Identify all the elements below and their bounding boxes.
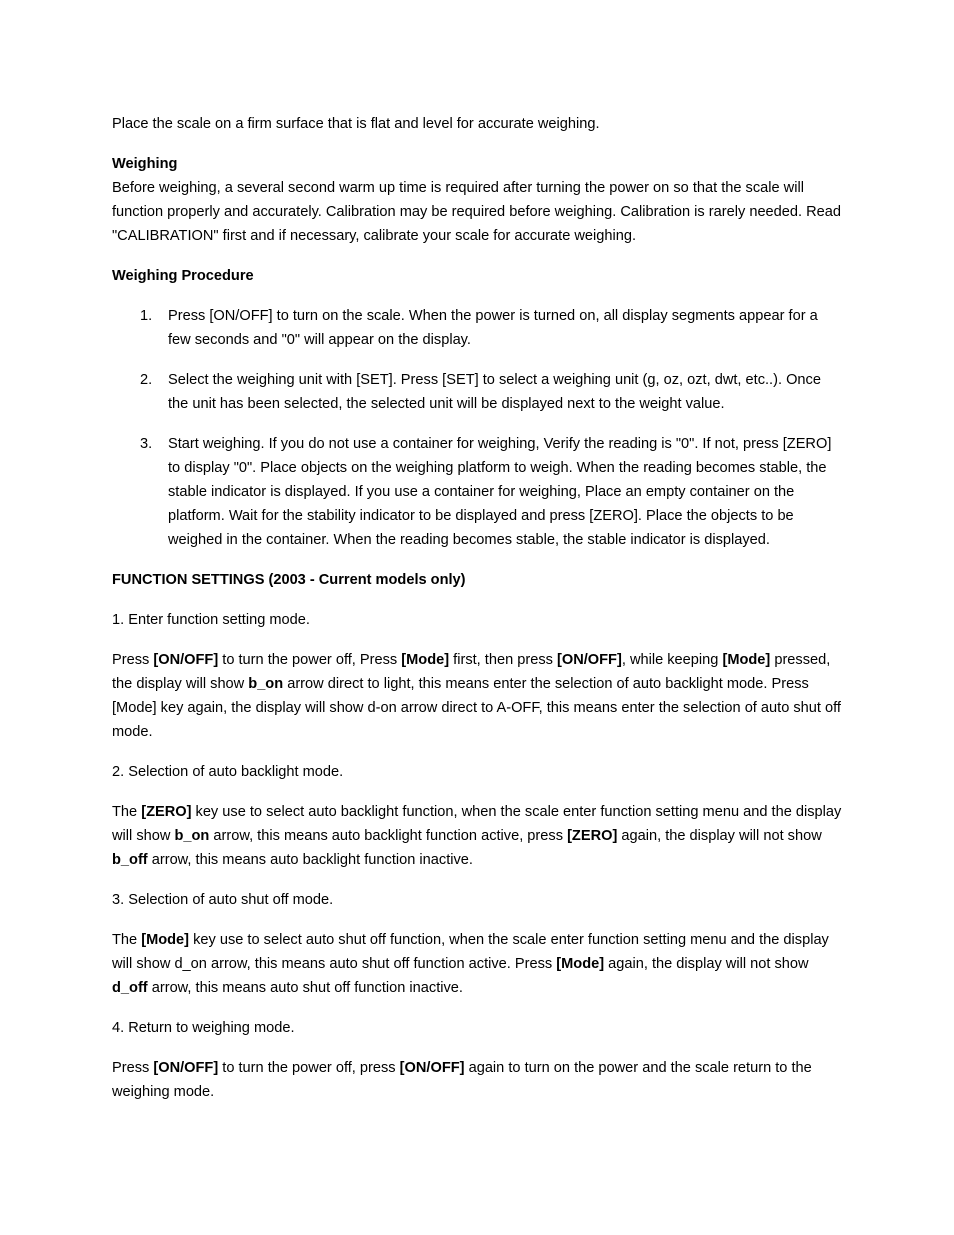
key-label: [ZERO] bbox=[567, 828, 618, 844]
key-label: [Mode] bbox=[141, 932, 190, 948]
step-text: Start weighing. If you do not use a container for weighing, Verify the reading is "0". If not, press [ZERO] to display "0". Place objects on the weighing platform to weigh. When the reading becomes stable, the stable indicator is displayed. If you use a container for weighing, Place an empty container on the platform. Wait for the stability indicator to be displayed and press [ZERO]. Place the objects to be weighed in the container. When the reading becomes stable, the stable indicator is displayed. bbox=[168, 436, 832, 548]
step-text: Select the weighing unit with [SET]. Press [SET] to select a weighing unit (g, oz, ozt, dwt, etc..). Once the unit has been selected, the selected unit will be displayed next to the weight value. bbox=[168, 372, 821, 412]
function-step-3-title: 3. Selection of auto shut off mode. bbox=[112, 892, 334, 908]
key-label: [ON/OFF] bbox=[556, 652, 622, 668]
procedure-step-3 bbox=[112, 432, 842, 552]
text-run: first, then press bbox=[449, 652, 557, 668]
text-run: again, the display will not show bbox=[617, 828, 822, 844]
weighing-heading: Weighing bbox=[112, 156, 178, 172]
key-label: [Mode] bbox=[401, 652, 450, 668]
step-number: 2. bbox=[140, 372, 153, 388]
function-step-4-body bbox=[112, 1056, 842, 1104]
key-label: [ON/OFF] bbox=[399, 1060, 465, 1076]
text-run: The bbox=[112, 932, 142, 948]
key-label: [Mode] bbox=[556, 956, 605, 972]
key-label: [Mode] bbox=[722, 652, 771, 668]
key-label: [ON/OFF] bbox=[153, 1060, 219, 1076]
intro-paragraph: Place the scale on a firm surface that is flat and level for accurate weighing. bbox=[112, 116, 600, 132]
key-label: [ON/OFF] bbox=[153, 652, 219, 668]
function-step-4-title: 4. Return to weighing mode. bbox=[112, 1020, 295, 1036]
function-step-1-body bbox=[112, 648, 842, 744]
step-number: 1. bbox=[140, 308, 153, 324]
display-code: d_off bbox=[112, 980, 148, 996]
text-run: arrow, this means auto backlight function inactive. bbox=[147, 852, 473, 868]
procedure-steps-list bbox=[112, 304, 842, 552]
procedure-step-2 bbox=[112, 368, 842, 416]
text-run: to turn the power off, Press bbox=[218, 652, 402, 668]
text-run: again, the display will not show bbox=[604, 956, 809, 972]
function-step-2-title: 2. Selection of auto backlight mode. bbox=[112, 764, 344, 780]
weighing-body: Before weighing, a several second warm up time is required after turning the power on so that the scale will function properly and accurately. Calibration may be required before weighing. Calibration is rarely needed. Read "CALIBRATION" first and if necessary, calibrate your scale for accurate weighing. bbox=[112, 180, 842, 244]
text-run: key use to select auto shut off function, when the scale enter function setting menu and the display will show d_on arrow, this means auto shut off function active. Press bbox=[112, 932, 829, 972]
text-run: again to turn on the power and the scale return to the weighing mode. bbox=[112, 1060, 812, 1100]
display-code: b_on bbox=[248, 676, 284, 692]
key-label: [ZERO] bbox=[141, 804, 192, 820]
procedure-step-1 bbox=[112, 304, 842, 352]
text-run: arrow, this means auto shut off function inactive. bbox=[147, 980, 463, 996]
text-run: Press bbox=[112, 652, 154, 668]
text-run: to turn the power off, press bbox=[218, 1060, 400, 1076]
text-run: Press bbox=[112, 1060, 154, 1076]
text-run: , while keeping bbox=[621, 652, 723, 668]
step-text: Press [ON/OFF] to turn on the scale. When the power is turned on, all display segments appear for a few seconds and "0" will appear on the display. bbox=[168, 308, 818, 348]
text-run: pressed, the display will show bbox=[112, 652, 831, 692]
document-page bbox=[112, 112, 842, 1120]
function-step-1-title: 1. Enter function setting mode. bbox=[112, 612, 310, 628]
function-step-3-body bbox=[112, 928, 842, 1000]
function-step-2-body bbox=[112, 800, 842, 872]
display-code: b_off bbox=[112, 852, 148, 868]
step-number: 3. bbox=[140, 436, 153, 452]
display-code: b_on bbox=[174, 828, 210, 844]
weighing-section bbox=[112, 152, 842, 248]
text-run: arrow, this means auto backlight function active, press bbox=[209, 828, 568, 844]
text-run: The bbox=[112, 804, 142, 820]
function-settings-heading: FUNCTION SETTINGS (2003 - Current models only) bbox=[112, 572, 466, 588]
text-run: arrow direct to light, this means enter the selection of auto backlight mode. Press [Mode] key again, the display will show d-on arrow direct to A-OFF, this means enter the selection of auto shut off mode. bbox=[112, 676, 841, 740]
procedure-heading: Weighing Procedure bbox=[112, 268, 254, 284]
text-run: key use to select auto backlight function, when the scale enter function setting menu and the display will show bbox=[112, 804, 842, 844]
